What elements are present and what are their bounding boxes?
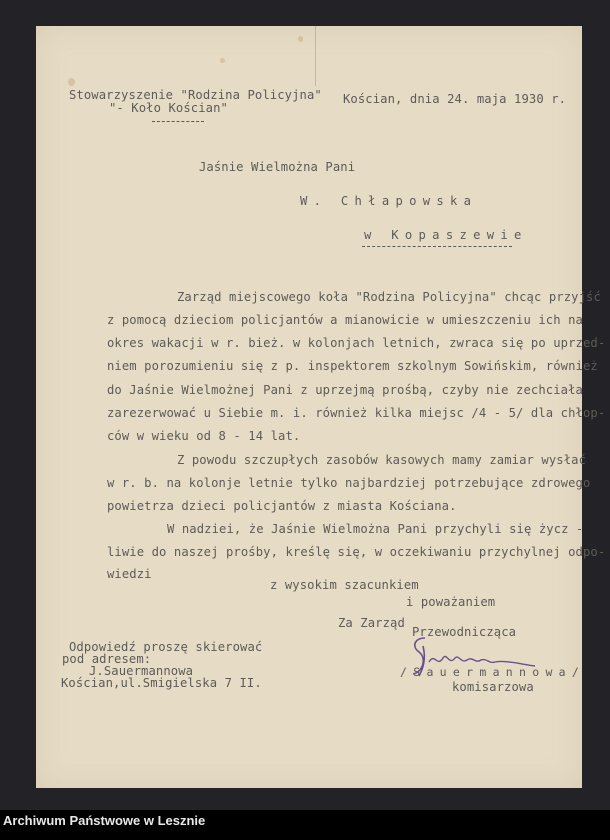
body-line: W nadziei, że Jaśnie Wielmożna Pani przychyli się życz -: [167, 522, 584, 536]
signer-role: komisarzowa: [452, 680, 534, 694]
archive-caption: Archiwum Państwowe w Lesznie: [3, 813, 206, 828]
body-line: powietrza dzieci policjantów z miasta Kościana.: [107, 499, 457, 513]
body-line: z pomocą dzieciom policjantów a mianowicie w umieszczeniu ich na: [107, 313, 583, 327]
body-line: Zarząd miejscowego koła "Rodzina Policyjna" chcąc przyjść: [177, 290, 601, 304]
salutation: Jaśnie Wielmożna Pani: [199, 160, 356, 174]
recipient-place: w Kopaszewie: [364, 228, 528, 242]
body-line: ców w wieku od 8 - 14 lat.: [107, 429, 301, 443]
closing-regards: z wysokim szacunkiem: [270, 578, 419, 592]
body-line: niem porozumieniu się z p. inspektorem szkolnym Sowińskim, również: [107, 359, 598, 373]
signer-name: /Sauermannowa/: [400, 665, 586, 679]
header-underline: [152, 121, 204, 122]
reply-address-line: pod adresem:: [62, 652, 152, 666]
reply-address-line: Odpowiedź proszę skierować: [69, 640, 263, 654]
header-org-name: Stowarzyszenie "Rodzina Policyjna": [69, 88, 322, 102]
recipient-underline: [362, 246, 512, 247]
body-line: Z powodu szczupłych zasobów kasowych mamy zamiar wysłać: [177, 453, 587, 467]
place-date: Kościan, dnia 24. maja 1930 r.: [343, 92, 567, 106]
stain: [298, 36, 303, 42]
recipient-name: W. Chłapowska: [300, 194, 478, 208]
body-line: w r. b. na kolonje letnie tylko najbardziej potrzebujące zdrowego: [107, 476, 591, 490]
body-line: do Jaśnie Wielmożnej Pani z uprzejmą prośbą, czyby nie zechciała: [107, 383, 583, 397]
reply-address-street: Kościan,ul.Smigielska 7 II.: [61, 676, 262, 690]
stain: [220, 58, 225, 63]
body-line: liwie do naszej prośby, kreślę się, w oczekiwaniu przychylnej odpo-: [107, 545, 606, 559]
paper-fold: [315, 26, 316, 86]
closing-respect: i poważaniem: [406, 595, 496, 609]
body-line: okres wakacji w r. bież. w kolonjach letnich, zwraca się po uprzed-: [107, 336, 606, 350]
body-line: zarezerwować u Siebie m. i. również kilka miejsc /4 - 5/ dla chłop-: [107, 406, 606, 420]
header-branch: [109, 101, 228, 115]
body-line: wiedzi: [107, 567, 152, 581]
header-branch-text: "- Koło Kościan": [109, 101, 228, 115]
stain: [68, 78, 75, 86]
reply-address-name: J.Sauermannowa: [89, 664, 194, 678]
for-board-label: Za Zarząd: [338, 616, 405, 630]
chair-title: Przewodnicząca: [412, 625, 517, 639]
